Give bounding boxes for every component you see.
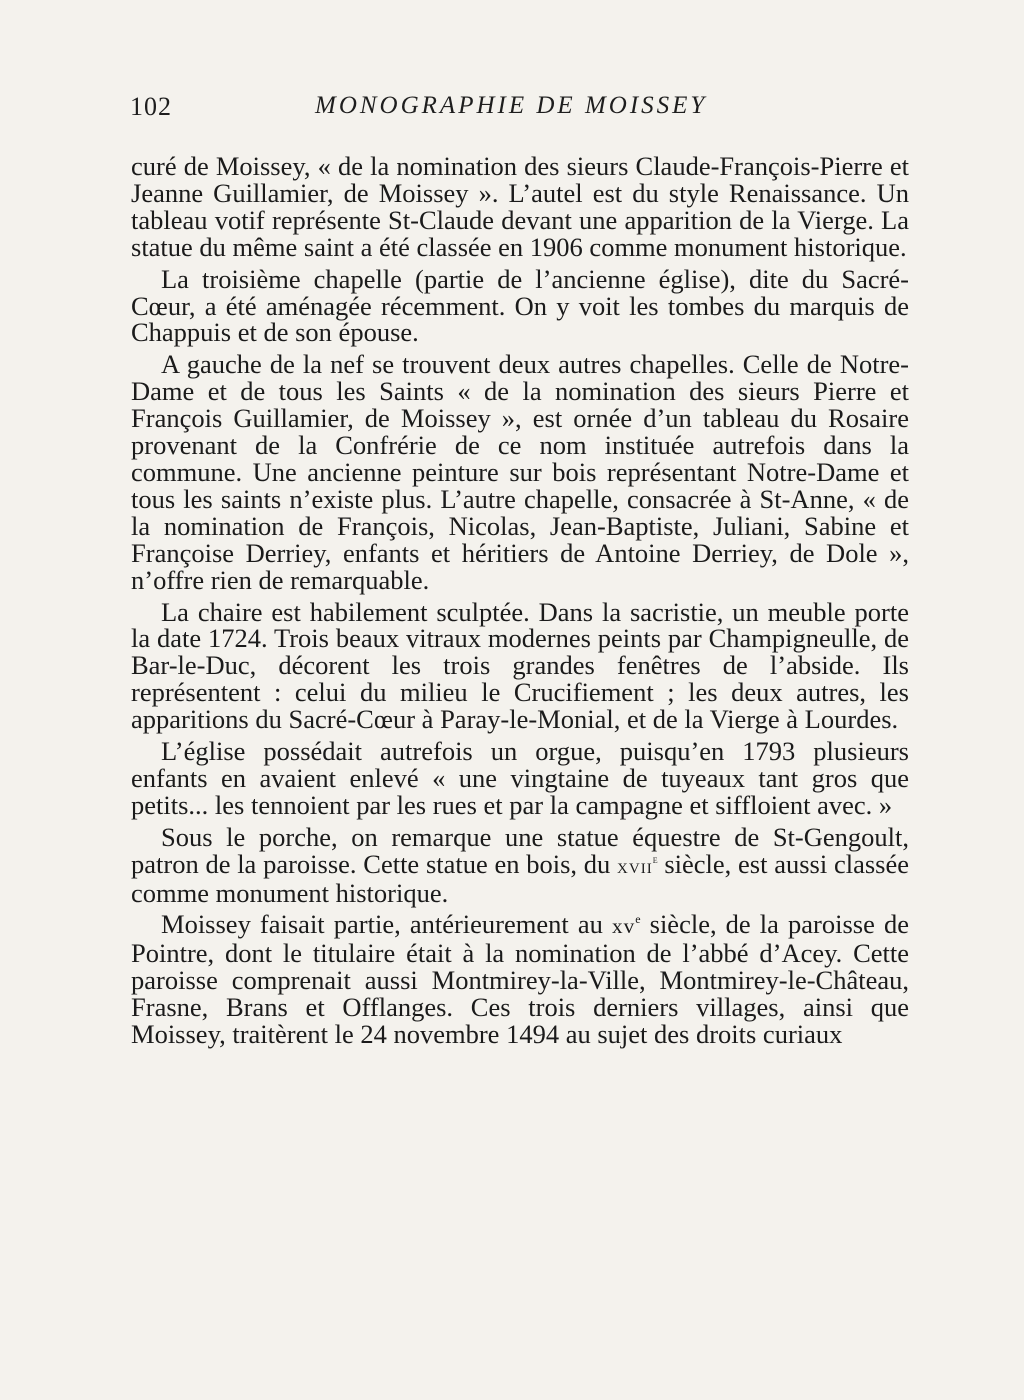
ordinal-superscript: e [652,851,658,866]
running-head [130,92,910,126]
paragraph: A gauche de la nef se trouvent deux autres chapelles. Celle de Notre-Dame et de tous les Saints « de la nomination des sieurs Pierre et François Guillamier, de Moissey », est ornée d’un tableau du Rosaire provenant de la Confrérie de ce nom instituée autrefois dans la commune. Une ancienne peinture sur bois représentant Notre-Dame et tous les saints n’existe plus. L’autre chapelle, consacrée à St-Anne, « de la nomination de François, Nicolas, Jean-Baptiste, Juliani, Sabine et Françoise Derriey, enfants et héritiers de Antoine Derriey, de Dole », n’offre rien de remarquable. [131,349,909,595]
century-numeral: $xv^e$ [612,912,641,939]
running-title: MONOGRAPHIE DE MOISSEY [315,92,708,119]
paragraph: La chaire est habilement sculptée. Dans la sacristie, un meuble porte la date 1724. Trois beaux vitraux modernes peints par Champigneulle, de Bar-le-Duc, décorent les trois grandes fenêtres de l’abside. Ils représentent : celui du milieu le Crucifiement ; les deux autres, les apparitions du Sacré-Cœur à Paray-le-Monial, et de la Vierge à Lourdes. [131,596,909,735]
paragraph: L’église possédait autrefois un orgue, puisqu’en 1793 plusieurs enfants en avaient enlevé « une vingtaine de tuyeaux tant gros que petits... les tennoient par les rues et par la campagne et siffloient avec. » [131,736,909,820]
paragraph [131,911,909,1048]
paragraph: La troisième chapelle (partie de l’ancienne église), dite du Sacré-Cœur, a été aménagée récemment. On y voit les tombes du marquis de Chappuis et de son épouse. [131,263,909,348]
page-number: 102 [130,92,172,121]
body-text [131,153,909,1048]
paragraph [131,821,909,908]
paragraph-text: siècle, de la paroisse de Pointre, dont le titulaire était à la nomination de l’abbé d’Acey. Cette paroisse comprenait aussi Montmirey-la-Ville, Montmirey-le-Château, Frasne, Brans et Offlanges. Ces trois derniers villages, ainsi que Moissey, traitèrent le 24 novembre 1494 au sujet des droits curiaux [131,909,910,1050]
paragraph-text: Sous le porche, on remarque une statue équestre de St-Gengoult, patron de la paroisse. Cette statue en bois, du [131,821,909,879]
paragraph-text: siècle, est aussi classée comme monument historique. [131,848,909,908]
paragraph: curé de Moissey, « de la nomination des sieurs Claude-François-Pierre et Jeanne Guillamier, de Moissey ». L’autel est du style Renaissance. Un tableau votif représente St-Claude devant une apparition de la Vierge. La statue du même saint a été classée en 1906 comme monument historique. [131,151,909,262]
ordinal-superscript: e [635,912,641,927]
century-numeral: xvii$^e$ [617,851,658,878]
paragraph-text: Moissey faisait partie, antérieurement au [161,909,612,940]
